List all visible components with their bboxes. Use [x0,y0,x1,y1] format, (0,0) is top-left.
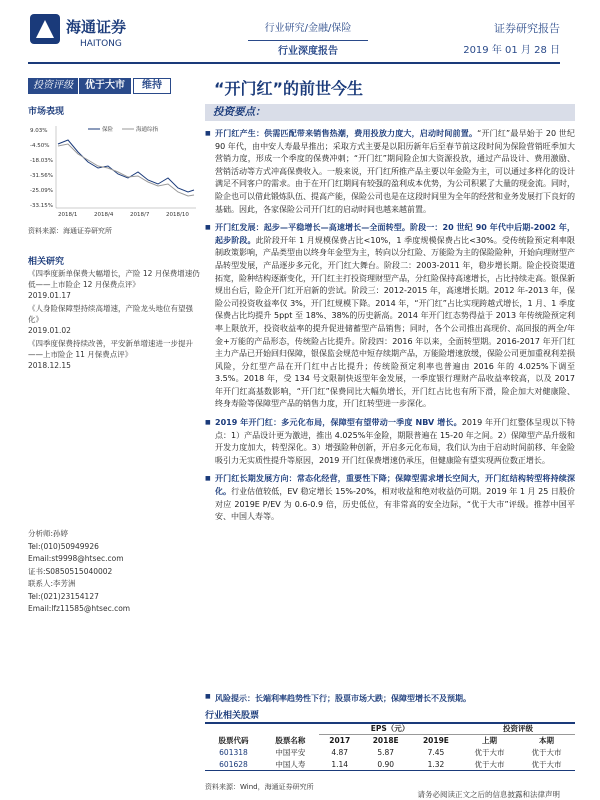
table-cell: 4.87 [331,748,349,757]
analyst-info [28,528,200,616]
stock-table [205,722,575,771]
page-header [0,0,600,64]
body-paragraph [205,128,575,216]
body-paragraph [205,222,575,411]
report-title: “开门红”的前世今生 [214,79,364,98]
legend-series-1: 保险 [102,127,114,133]
haitong-logo [30,12,158,50]
related-item-title: 《人身险保障型持续高增速，产险龙头地位有望强化》 [28,304,193,324]
table-source: 资料来源：Wind，海通证券研究所 [205,783,314,791]
paragraph-lead: 开门红发展：起步—平稳增长—高速增长—全面转型。阶段一：20 世纪 90 年代中后期-2002 年，起步阶段。 [215,223,575,245]
paragraph-text: 行业估值较低，EV 稳定增长 15%-20%，相对收益和绝对收益仍可期。2019 年 1 月 25 日股价对应 2019E P/EV 为 0.6-0.9 倍，历史低位，有非常高的安全边际，“优于大市”评级。推荐中国平安、中国人寿等。 [215,487,576,522]
body-paragraph [205,473,575,523]
x-tick-label: 2018/10 [166,212,189,218]
x-tick-label: 2018/7 [130,212,150,218]
y-tick-label: 9.03% [30,128,48,134]
y-tick-label: -4.50% [30,143,50,149]
table-cell: 优于大市 [474,748,505,757]
market-heading: 市场表现 [28,107,65,117]
table-cell: 中国人寿 [262,759,319,771]
table-cell: 0.90 [361,759,411,771]
y-tick-label: -31.56% [30,173,53,179]
svg-text:HAITONG: HAITONG [80,39,122,49]
table-title: 行业相关股票 [205,708,575,724]
table-header: 2019E [422,736,449,746]
table-cell: 优于大市 [461,759,518,771]
table-cell: 5.87 [377,748,395,757]
eps-header: EPS（元） [319,723,461,735]
table-cell: 7.45 [427,748,445,757]
table-header: 2018E [372,736,399,746]
line-series-1 [58,140,194,192]
related-item[interactable] [28,338,200,371]
footer-disclaimer: 请务必阅读正文之后的信息披露和法律声明 [417,790,560,799]
analyst-line: 联系人:李芳洲 [28,579,76,588]
table-cell: 1.14 [319,759,361,771]
paragraph-lead: 开门红长期发展方向：常态化经营，重要性下降；保障型需求增长空间大，开门红结构转型将持续深化。 [215,474,575,497]
related-item-date: 2019.01.02 [28,326,71,335]
paragraph-lead: 开门红产生：供需匹配带来销售热潮，费用投放力度大，启动时间前置。 [215,129,478,138]
table-header: 本期 [539,736,554,746]
analyst-line: Email:st9998@htsec.com [28,554,124,563]
y-tick-label: -18.03% [30,158,53,164]
table-cell: 优于大市 [518,759,575,771]
analyst-line: 证书:S0850515040002 [28,566,113,576]
paragraph-text: “开门红”最早始于 20 世纪 90 年代，由中安人寿最早推出；采取方式主要是以阳历新年后至春节前这段时间为保险营销旺季加大营销力度，形成一个季度的保费冲刺；“开门红”期间险企加大资源投放，通过产品设计、费用激励、营销活动等方式冲高保费收入。一般来说，开门红所推产品主要以年金险为主，可以通过多样化的设计满足不同客户的需求。由于在开门红期间有较强的盈利成本优势，为公司积累了大量的现金流。同时，险企也可以借此锻炼队伍、提高产能，保险公司也是在这段时间里为全年的经营和业务发展打下良好的基础。因此，各家保险公司开门红的启动时间也越来越前置。 [215,129,575,214]
rating-label: 投资评级 [28,78,78,94]
market-chart [28,122,200,220]
analyst-line: Email:lfz11585@htsec.com [28,604,131,613]
table-row [205,747,575,759]
keypoints-heading: 投资要点： [205,104,575,121]
related-item-title: 《四季度新单保费大幅增长，产险 12 月保费增速仍低——上市险企 12 月保费点评》 [28,269,200,289]
header-report-type: 行业深度报告 [278,46,338,57]
table-cell: 601318 [219,748,248,757]
chart-source: 资料来源：海通证券研究所 [28,227,112,235]
paragraph-text: 此阶段开年 1 月规模保费占比<10%，1 季度规模保费占比<30%。受传统险预定利率限制政策影响，产品类型由以终身年金型为主，转向以分红险、万能险为主的保险险种，开始向理财型产品转型发展，产品逐步多元化，开门红大舞台。阶段二：2003-2011 年，稳步增长期。险企投资渠道拓宽，险种结构逐渐变化，开门红主打投资理财型产品，分红险保持高速增长，占比持续走高。银保新规出台后，险企开门红开启新的尝试。阶段三：2012-2015 年，高速增长期。2012 年-2013 年，保险公司投资收益率仅 3%，开门红规模下降。2014 年，“开门红”占比实现跨越式增长，1 月、1 季度保费占比均提升 5ppt 至 18%、38%的历史新高。2014 年开门红态势得益于 2013 年传统险预定利率上限放开，投资收益率的提升促进储蓄型产品销售；同时，各个公司推出高现价、高回报的两全/年金+万能的产品形态，传统险占比提升。阶段四：2016 年以来，全面转型期。2016-2017 年开门红主力产品已开始回归保障，银保监会规范中短存续期产品，万能险增速放缓，保险公司更加重视利差损风险，分红型产品在开门红中占比提升；传统险预定利率也普遍由 2016 年的 4.025%下调至 3.5%。2018 年，受 134 号文限制快返型年金发展，一季度银行理财产品收益率较高，以及 2017 年开门红高基数影响，“开门红”保费同比大幅负增长，开门红占比也有所下滑，险企加大对健康险、终身寿险等保障型产品的销售力度，开门红转型进一步深化。 [215,235,575,409]
related-item-date: 2018.12.15 [28,361,71,370]
body-text [205,128,575,530]
rating-bar [28,78,171,94]
table-cell: 1.32 [411,759,461,771]
analyst-line: 分析师:孙婷 [28,529,69,538]
body-paragraph [205,417,575,467]
analyst-line: Tel:(010)50949926 [28,541,99,551]
table-cell: 中国平安 [275,748,306,757]
paragraph-lead: 2019 年开门红：多元化布局，保障型有望带动一季度 NBV 增长。 [215,418,462,428]
related-item-title: 《四季度保费持续改善，平安新单增速进一步提升——上市险企 11 月保费点评》 [28,339,193,359]
table-header: 股票代码 [218,736,249,745]
x-tick-label: 2018/1 [58,212,78,218]
legend-series-2: 海通综指 [136,127,159,133]
analyst-line: Tel:(021)23154127 [28,591,99,601]
header-date: 2019 年 01 月 28 日 [463,45,560,56]
y-tick-label: -25.09% [30,188,53,194]
risk-warning: ■ 风险提示：长端利率趋势性下行；股票市场大跌；保障型增长不及预期。 [205,693,471,704]
y-tick-label: -33.15% [30,203,53,209]
related-item-date: 2019.01.17 [28,291,71,300]
table-header: 2017 [329,736,351,746]
header-category: 行业研究/金融/保险 [248,18,368,41]
rating-header: 投资评级 [461,723,575,735]
related-item[interactable] [28,303,200,336]
related-item[interactable] [28,268,200,301]
table-header: 股票名称 [275,736,306,745]
related-list [28,268,200,373]
table-header: 上期 [482,736,498,746]
table-cell: 601628 [205,759,262,771]
rating-keep: 维持 [133,78,171,94]
related-heading: 相关研究 [28,257,65,267]
paragraph-text: 2019 年开门红整体呈现以下特点：1）产品设计更为激进，推出 4.025%年金险，期限普遍在 15-20 年之间。2）保障型产品升级和开发力度加大，转型深化。3）增强险种创新，开启多元化布局，我们认为由于启动时间前移、年金险吸引力无实质性提升等原因，2019 开门红保费增速仍承压，但健康险有望实现两位数正增长。 [215,418,576,465]
rating-value: 优于大市 [78,78,131,94]
header-doc-type: 证券研究报告 [494,22,560,35]
svg-text:海通证券: 海通证券 [66,18,127,36]
table-cell: 优于大市 [531,748,562,757]
x-tick-label: 2018/4 [94,212,114,218]
table-row [205,759,575,771]
